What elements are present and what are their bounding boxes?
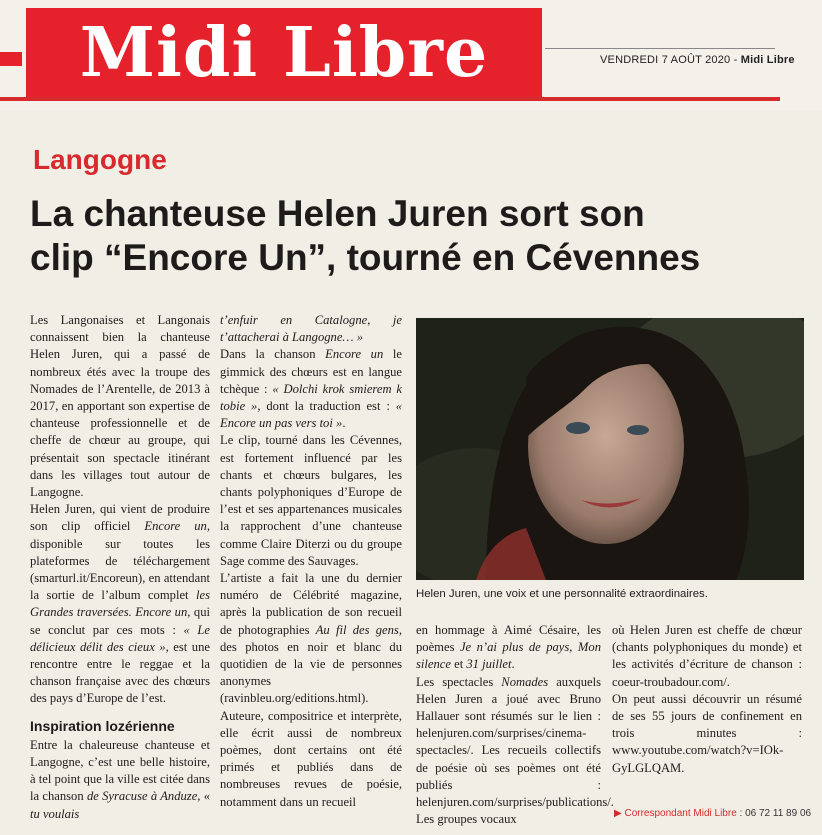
headline-line-1: La chanteuse Helen Juren sort son: [30, 193, 645, 234]
paragraph: en hommage à Aimé Césaire, les poèmes Je n’ai plus de pays, Mon silence et 31 juillet.: [416, 623, 601, 672]
issue-date-line: [600, 54, 795, 66]
portrait-illustration: [416, 318, 804, 580]
column-1: [30, 312, 210, 823]
masthead-left-mark: [0, 52, 22, 66]
paragraph: Auteure, compositrice et interprète, elle écrit aussi de nombreux poèmes, dont certains ont été primés et publiés dans de nombreuses revues de poésie, notamment dans un recueil: [220, 708, 402, 809]
issue-brand: Midi Libre: [740, 54, 795, 66]
paragraph: Les Langonaises et Langonais connaissent bien la chanteuse Helen Juren, qui a passé de nombreux étés avec la troupe des Nomades de l’Arentelle, de 2013 à 2017, en apportant son expertise de chanteuse professionnelle et de cheffe de chœur au groupe, qui présentait son spectacle itinérant dans les villages tout autour de Langogne.: [30, 313, 210, 500]
column-2: [220, 312, 402, 811]
paragraph: Entre la chaleureuse chanteuse et Langogne, c’est une belle histoire, à tel point que la ville est citée dans la chanson de Syracuse à Anduze, « tu voulais: [30, 737, 211, 821]
paragraph: Helen Juren, qui vient de produire son clip officiel Encore un, disponible sur toutes les plateformes de téléchargement (smarturl.it/Encoreun), en attendant la sortie de l’album complet les Grandes traversées. Encore un, qui se conclut par ces mots : « Le délicieux délit des cieux », est une rencontre entre le reggae et la chanson française avec des chœurs des pays d’Europe de l’est.: [30, 502, 210, 706]
paragraph: Dans la chanson Encore un le gimmick des chœurs est en langue tchèque : « Dolchi krok smierem k tobie », dont la traduction est : « Encore un pas vers toi ».: [220, 347, 402, 431]
paragraph: où Helen Juren est cheffe de chœur (chants polyphoniques du monde) et les activités d’écriture de chanson : coeur-troubadour.com/.: [612, 623, 802, 689]
correspondent-label: Correspondant Midi Libre: [624, 808, 737, 819]
article-kicker: Langogne: [33, 144, 167, 175]
headline-line-2: clip “Encore Un”, tourné en Cévennes: [30, 237, 701, 279]
newspaper-logo: [26, 8, 542, 98]
paragraph: L’artiste a fait la une du dernier numéro de Célébrité magazine, après la publication de son recueil de photographies Au fil des gens, des photos en noir et blanc du quotidien de la vie de personnes anonymes (ravinbleu.org/editions.html).: [220, 571, 402, 706]
correspondent-phone: : 06 72 11 89 06: [736, 808, 812, 819]
article-subhead: Inspiration lozérienne: [30, 717, 175, 734]
triangle-marker-icon: ▶: [614, 808, 625, 819]
paragraph: Les spectacles Nomades auxquels Helen Juren a joué avec Bruno Hallauer sont résumés sur le lien : helenjuren.com/surprises/cinema-spectacles/. Les recueils collectifs de poésie où ses poèmes ont été publiés : helenjuren.com/surprises/publications/. Les groupes vocaux: [416, 674, 614, 827]
article-headline: [30, 192, 800, 281]
column-4: [612, 622, 802, 777]
paragraph: Le clip, tourné dans les Cévennes, est fortement influencé par les chants et chœurs bulgares, les chants polyphoniques d’Europe de l’est et ses appartenances musicales la rapprochent d’une chanteuse comme Claire Diterzi ou du groupe Sage comme des Sauvages.: [220, 433, 402, 568]
masthead-red-rule: [0, 97, 780, 101]
issue-date: VENDREDI 7 AOÛT 2020 -: [600, 54, 741, 66]
header-rule: [545, 48, 775, 49]
article-photo: [416, 318, 804, 580]
column-3: [416, 622, 614, 828]
paragraph: On peut aussi découvrir un résumé de ses 55 jours de confinement en trois minutes : www.youtube.com/watch?v=IOk-GyLGLQAM.: [612, 691, 802, 775]
paragraph: t’enfuir en Catalogne, je t’attacherai à Langogne… »: [220, 313, 402, 345]
correspondent-credit: [614, 808, 811, 819]
newspaper-logo-text: Midi Libre: [79, 13, 489, 93]
photo-caption: Helen Juren, une voix et une personnalité extraordinaires.: [416, 588, 708, 600]
